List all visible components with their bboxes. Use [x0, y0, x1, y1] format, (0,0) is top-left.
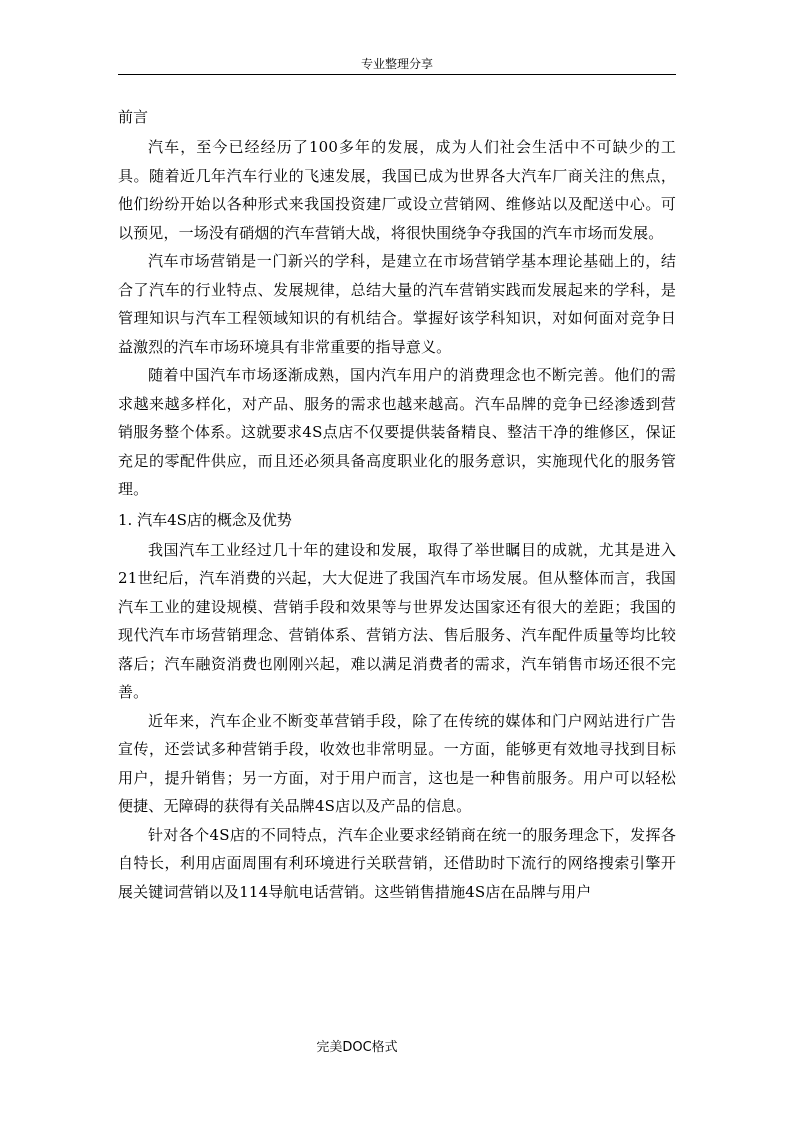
page-footer: 完美DOC格式 — [316, 1040, 398, 1055]
section-1-paragraph-1: 我国汽车工业经过几十年的建设和发展，取得了举世瞩目的成就，尤其是进入21世纪后，汽车消费的兴起，大大促进了我国汽车市场发展。但从整体而言，我国汽车工业的建设规模、营销手段和效果等与世界发达国家还有很大的差距；我国的现代汽车市场营销理念、营销体系、营销方法、售后服务、汽车配件质量等均比较落后；汽车融资消费也刚刚兴起，难以满足消费者的需求，汽车销售市场还很不完善。 — [118, 540, 676, 701]
preface-paragraph-1: 汽车，至今已经经历了100多年的发展，成为人们社会生活中不可缺少的工具。随着近几年汽车行业的飞速发展，我国已成为世界各大汽车厂商关注的焦点，他们纷纷开始以各种形式来我国投资建厂或设立营销网、维修站以及配送中心。可以预见，一场没有硝烟的汽车营销大战，将很快围绕争夺我国的汽车市场而发展。 — [118, 138, 676, 242]
preface-heading: 前言 — [118, 108, 149, 126]
section-1-paragraph-2: 近年来，汽车企业不断变革营销手段，除了在传统的媒体和门户网站进行广告宣传，还尝试多种营销手段，收效也非常明显。一方面，能够更有效地寻找到目标用户，提升销售；另一方面，对于用户而言，这也是一种售前服务。用户可以轻松便捷、无障碍的获得有关品牌4S店以及产品的信息。 — [118, 711, 676, 815]
page-header: 专业整理分享 — [360, 57, 433, 71]
preface-paragraph-2: 汽车市场营销是一门新兴的学科，是建立在市场营销学基本理论基础上的，结合了汽车的行业特点、发展规律，总结大量的汽车营销实践而发展起来的学科，是管理知识与汽车工程领域知识的有机结合。掌握好该学科知识，对如何面对竞争日益激烈的汽车市场环境具有非常重要的指导意义。 — [118, 252, 676, 356]
section-1-heading: 1. 汽车4S店的概念及优势 — [118, 510, 292, 529]
document-body — [118, 103, 676, 906]
section-1-paragraph-3: 针对各个4S店的不同特点，汽车企业要求经销商在统一的服务理念下，发挥各自特长，利用店面周围有利环境进行关联营销，还借助时下流行的网络搜索引擎开展关键词营销以及114导航电话营销。这些销售措施4S店在品牌与用户 — [118, 825, 676, 901]
header-divider — [118, 74, 676, 75]
preface-paragraph-3: 随着中国汽车市场逐渐成熟，国内汽车用户的消费理念也不断完善。他们的需求越来越多样化，对产品、服务的需求也越来越高。汽车品牌的竞争已经渗透到营销服务整个体系。这就要求4S点店不仅要提供装备精良、整洁干净的维修区，保证充足的零配件供应，而且还必须具备高度职业化的服务意识，实施现代化的服务管理。 — [118, 366, 676, 498]
